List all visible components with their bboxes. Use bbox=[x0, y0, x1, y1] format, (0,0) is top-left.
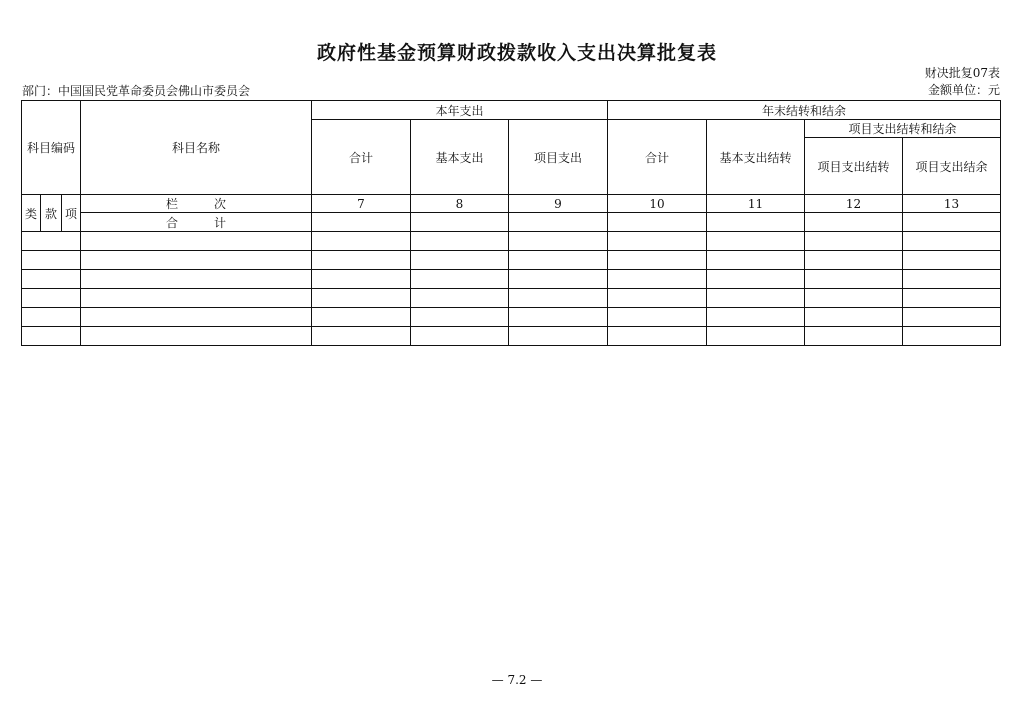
table-cell bbox=[312, 327, 411, 346]
table-cell bbox=[509, 251, 608, 270]
form-number: 财决批复07表 bbox=[924, 66, 1000, 80]
table-cell bbox=[22, 251, 81, 270]
table-cell bbox=[903, 270, 1001, 289]
table-row bbox=[22, 327, 1001, 346]
page-number: — 7.2 — bbox=[491, 673, 543, 687]
header-current-year-expense: 本年支出 bbox=[312, 101, 608, 120]
table-cell bbox=[707, 213, 805, 232]
table-cell bbox=[81, 289, 312, 308]
table-row bbox=[22, 251, 1001, 270]
table-cell bbox=[81, 232, 312, 251]
table-cell bbox=[805, 327, 903, 346]
table-cell bbox=[707, 327, 805, 346]
table-cell bbox=[312, 232, 411, 251]
table-cell bbox=[903, 251, 1001, 270]
table-cell bbox=[81, 251, 312, 270]
table-cell bbox=[22, 270, 81, 289]
table-cell bbox=[608, 289, 707, 308]
table-cell bbox=[22, 289, 81, 308]
table-cell bbox=[509, 213, 608, 232]
table-row bbox=[22, 270, 1001, 289]
total-row-label: 合 计 bbox=[81, 213, 312, 232]
table-row bbox=[22, 289, 1001, 308]
table-cell bbox=[608, 270, 707, 289]
table-cell bbox=[509, 232, 608, 251]
table-cell bbox=[411, 270, 509, 289]
header-basic-carryover: 基本支出结转 bbox=[707, 120, 805, 195]
table-cell bbox=[903, 213, 1001, 232]
table-cell bbox=[509, 327, 608, 346]
table-cell bbox=[22, 327, 81, 346]
table-cell bbox=[805, 308, 903, 327]
table-cell bbox=[312, 270, 411, 289]
table-cell bbox=[903, 289, 1001, 308]
table-cell bbox=[707, 289, 805, 308]
header-total: 合计 bbox=[312, 120, 411, 195]
table-cell bbox=[312, 213, 411, 232]
table-cell bbox=[805, 251, 903, 270]
table-cell bbox=[509, 289, 608, 308]
table-cell bbox=[707, 270, 805, 289]
column-index-label: 栏 次 bbox=[81, 195, 312, 213]
table-cell bbox=[805, 289, 903, 308]
header-kuan: 款 bbox=[41, 195, 62, 232]
department-label: 部门：中国国民党革命委员会佛山市委员会 bbox=[22, 84, 251, 98]
table-cell bbox=[312, 308, 411, 327]
header-year-end-balance: 年末结转和结余 bbox=[608, 101, 1001, 120]
table-cell bbox=[411, 289, 509, 308]
table-cell bbox=[22, 232, 81, 251]
page-title: 政府性基金预算财政拨款收入支出决算批复表 bbox=[316, 42, 717, 64]
table-cell bbox=[509, 308, 608, 327]
table-cell bbox=[707, 232, 805, 251]
column-number: 8 bbox=[411, 195, 509, 213]
table-cell bbox=[805, 232, 903, 251]
table-cell bbox=[22, 308, 81, 327]
table-cell bbox=[608, 213, 707, 232]
column-number: 13 bbox=[903, 195, 1001, 213]
header-subject-code: 科目编码 bbox=[22, 101, 81, 195]
header-lei: 类 bbox=[22, 195, 41, 232]
table-cell bbox=[312, 251, 411, 270]
header-project-expense: 项目支出 bbox=[509, 120, 608, 195]
total-row bbox=[22, 213, 1001, 232]
table-cell bbox=[509, 270, 608, 289]
table-cell bbox=[608, 308, 707, 327]
table-row bbox=[22, 308, 1001, 327]
table-cell bbox=[608, 232, 707, 251]
column-number: 12 bbox=[805, 195, 903, 213]
table-cell bbox=[312, 289, 411, 308]
header-xiang: 项 bbox=[62, 195, 81, 232]
table-cell bbox=[805, 270, 903, 289]
table-cell bbox=[81, 270, 312, 289]
table-cell bbox=[903, 232, 1001, 251]
column-number: 10 bbox=[608, 195, 707, 213]
table-cell bbox=[707, 251, 805, 270]
table-cell bbox=[81, 308, 312, 327]
table-cell bbox=[411, 327, 509, 346]
table-cell bbox=[608, 327, 707, 346]
table-cell bbox=[903, 327, 1001, 346]
column-number: 9 bbox=[509, 195, 608, 213]
table-cell bbox=[411, 308, 509, 327]
column-number: 7 bbox=[312, 195, 411, 213]
header-basic-expense: 基本支出 bbox=[411, 120, 509, 195]
table-cell bbox=[805, 213, 903, 232]
column-number: 11 bbox=[707, 195, 805, 213]
header-subject-name: 科目名称 bbox=[81, 101, 312, 195]
table-cell bbox=[903, 308, 1001, 327]
table-cell bbox=[608, 251, 707, 270]
table-cell bbox=[707, 308, 805, 327]
header-project-carry-balance: 项目支出结转和结余 bbox=[805, 120, 1001, 138]
table-cell bbox=[81, 327, 312, 346]
header-project-balance: 项目支出结余 bbox=[903, 138, 1001, 195]
settlement-table bbox=[21, 100, 1001, 346]
header-total-2: 合计 bbox=[608, 120, 707, 195]
table-row bbox=[22, 232, 1001, 251]
table-cell bbox=[411, 213, 509, 232]
table-cell bbox=[411, 232, 509, 251]
amount-unit: 金额单位：元 bbox=[927, 83, 1000, 97]
header-project-carryover: 项目支出结转 bbox=[805, 138, 903, 195]
table-cell bbox=[411, 251, 509, 270]
